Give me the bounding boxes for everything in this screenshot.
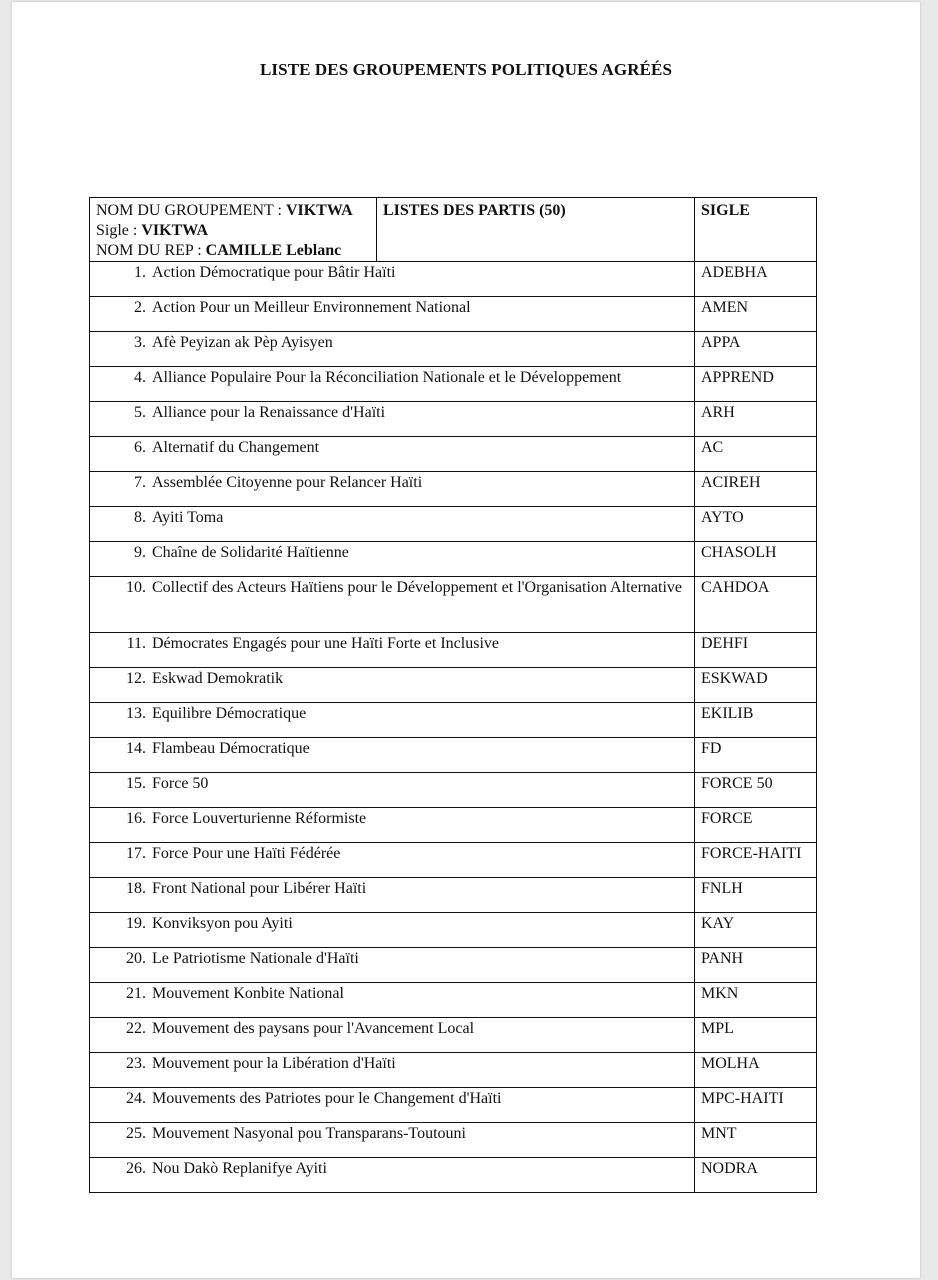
party-entry xyxy=(100,263,688,283)
party-number: 19. xyxy=(126,915,146,932)
party-entry xyxy=(100,368,688,388)
party-name: Force Pour une Haïti Fédérée xyxy=(152,845,341,862)
party-number: 13. xyxy=(126,705,146,722)
party-number: 18. xyxy=(126,880,146,897)
table-row xyxy=(90,437,817,472)
party-name: Chaîne de Solidarité Haïtienne xyxy=(152,544,349,561)
table-row xyxy=(90,983,817,1018)
party-name: Le Patriotisme Nationale d'Haïti xyxy=(152,950,359,967)
party-name-cell xyxy=(90,773,695,808)
table-row xyxy=(90,262,817,297)
sigle-line xyxy=(96,221,370,241)
party-number: 21. xyxy=(126,985,146,1002)
party-entry xyxy=(100,634,688,654)
table-row xyxy=(90,738,817,773)
party-entry xyxy=(100,669,688,689)
party-name: Mouvements des Patriotes pour le Changement d'Haïti xyxy=(152,1090,502,1107)
party-sigle: PANH xyxy=(695,948,817,983)
table-row xyxy=(90,367,817,402)
party-name: Alliance pour la Renaissance d'Haïti xyxy=(152,404,386,421)
party-name: Mouvement des paysans pour l'Avancement Local xyxy=(152,1020,475,1037)
party-name-cell xyxy=(90,367,695,402)
party-entry xyxy=(100,879,688,899)
party-number: 8. xyxy=(134,509,146,526)
party-number: 4. xyxy=(134,369,146,386)
table-row xyxy=(90,297,817,332)
party-sigle: AMEN xyxy=(695,297,817,332)
table-row xyxy=(90,507,817,542)
party-name: Mouvement Nasyonal pou Transparans-Toutouni xyxy=(152,1125,466,1142)
party-sigle: FNLH xyxy=(695,878,817,913)
party-name-cell xyxy=(90,1053,695,1088)
document-page xyxy=(12,2,920,1278)
party-name-cell xyxy=(90,633,695,668)
party-number: 3. xyxy=(134,334,146,351)
party-number: 20. xyxy=(126,950,146,967)
party-name: Nou Dakò Replanifye Ayiti xyxy=(152,1160,327,1177)
party-sigle: MNT xyxy=(695,1123,817,1158)
party-name-cell xyxy=(90,507,695,542)
party-entry xyxy=(100,914,688,934)
party-number: 7. xyxy=(134,474,146,491)
party-name: Equilibre Démocratique xyxy=(152,705,307,722)
party-name-cell xyxy=(90,703,695,738)
party-name-cell xyxy=(90,1158,695,1193)
party-name: Action Pour un Meilleur Environnement National xyxy=(152,299,471,316)
rep-label: NOM DU REP : xyxy=(96,242,206,259)
table-row xyxy=(90,633,817,668)
party-entry xyxy=(100,403,688,423)
party-sigle: CAHDOA xyxy=(695,577,817,633)
party-entry xyxy=(100,298,688,318)
party-sigle: NODRA xyxy=(695,1158,817,1193)
parties-column-header: LISTES DES PARTIS (50) xyxy=(377,198,695,262)
party-entry xyxy=(100,704,688,724)
party-number: 1. xyxy=(134,264,146,281)
party-entry xyxy=(100,543,688,563)
party-name-cell xyxy=(90,878,695,913)
party-name-cell xyxy=(90,402,695,437)
party-name: Alliance Populaire Pour la Réconciliation Nationale et le Développement xyxy=(152,369,622,386)
party-number: 26. xyxy=(126,1160,146,1177)
party-sigle: FORCE 50 xyxy=(695,773,817,808)
party-sigle: CHASOLH xyxy=(695,542,817,577)
party-name-cell xyxy=(90,668,695,703)
party-name-cell xyxy=(90,332,695,367)
party-name: Afè Peyizan ak Pèp Ayisyen xyxy=(152,334,333,351)
party-number: 25. xyxy=(126,1125,146,1142)
party-entry xyxy=(100,1124,688,1144)
party-name-cell xyxy=(90,948,695,983)
party-number: 11. xyxy=(126,635,146,652)
party-name-cell xyxy=(90,843,695,878)
sigle-column-header: SIGLE xyxy=(695,198,817,262)
table-row xyxy=(90,843,817,878)
party-sigle: APPREND xyxy=(695,367,817,402)
party-name: Eskwad Demokratik xyxy=(152,670,284,687)
party-sigle: MPL xyxy=(695,1018,817,1053)
groupement-line xyxy=(96,201,370,221)
party-sigle: ADEBHA xyxy=(695,262,817,297)
table-row xyxy=(90,948,817,983)
table-row xyxy=(90,668,817,703)
party-entry xyxy=(100,949,688,969)
table-row xyxy=(90,913,817,948)
party-sigle: MKN xyxy=(695,983,817,1018)
party-name: Mouvement Konbite National xyxy=(152,985,344,1002)
party-number: 5. xyxy=(134,404,146,421)
party-name: Mouvement pour la Libération d'Haïti xyxy=(152,1055,396,1072)
party-name: Ayiti Toma xyxy=(152,509,224,526)
table-row xyxy=(90,773,817,808)
party-entry xyxy=(100,333,688,353)
party-sigle: MOLHA xyxy=(695,1053,817,1088)
groupement-value: VIKTWA xyxy=(285,202,353,219)
party-name-cell xyxy=(90,1018,695,1053)
party-name-cell xyxy=(90,577,695,633)
party-entry xyxy=(100,774,688,794)
party-name: Collectif des Acteurs Haïtiens pour le Développement et l'Organisation Alternative xyxy=(152,579,682,596)
sigle-value: VIKTWA xyxy=(141,222,209,239)
party-name: Force Louverturienne Réformiste xyxy=(152,810,367,827)
party-entry xyxy=(100,578,688,598)
party-sigle: KAY xyxy=(695,913,817,948)
party-sigle: FORCE-HAITI xyxy=(695,843,817,878)
party-name-cell xyxy=(90,1088,695,1123)
table-row xyxy=(90,332,817,367)
party-name-cell xyxy=(90,983,695,1018)
party-name-cell xyxy=(90,808,695,843)
party-sigle: ACIREH xyxy=(695,472,817,507)
parties-table xyxy=(89,197,817,1193)
party-name: Assemblée Citoyenne pour Relancer Haïti xyxy=(152,474,423,491)
party-entry xyxy=(100,508,688,528)
party-sigle: FD xyxy=(695,738,817,773)
party-number: 2. xyxy=(134,299,146,316)
party-name: Front National pour Libérer Haïti xyxy=(152,880,367,897)
party-name: Alternatif du Changement xyxy=(152,439,320,456)
table-row xyxy=(90,808,817,843)
party-name-cell xyxy=(90,738,695,773)
table-row xyxy=(90,703,817,738)
party-entry xyxy=(100,1159,688,1179)
party-name: Action Démocratique pour Bâtir Haïti xyxy=(152,264,396,281)
party-number: 24. xyxy=(126,1090,146,1107)
groupement-info-cell xyxy=(90,198,377,262)
table-row xyxy=(90,1088,817,1123)
table-header-row xyxy=(90,198,817,262)
sigle-label: Sigle : xyxy=(96,222,142,239)
party-number: 22. xyxy=(126,1020,146,1037)
party-number: 23. xyxy=(126,1055,146,1072)
rep-value: CAMILLE Leblanc xyxy=(205,242,342,259)
party-entry xyxy=(100,844,688,864)
party-sigle: ESKWAD xyxy=(695,668,817,703)
party-name-cell xyxy=(90,437,695,472)
party-entry xyxy=(100,438,688,458)
party-name: Flambeau Démocratique xyxy=(152,740,310,757)
party-entry xyxy=(100,1089,688,1109)
party-entry xyxy=(100,1054,688,1074)
table-row xyxy=(90,1018,817,1053)
party-number: 15. xyxy=(126,775,146,792)
document-title: LISTE DES GROUPEMENTS POLITIQUES AGRÉÉS xyxy=(259,60,673,79)
party-name-cell xyxy=(90,542,695,577)
parties-table-body xyxy=(90,198,817,1193)
party-sigle: AC xyxy=(695,437,817,472)
party-sigle: ARH xyxy=(695,402,817,437)
party-entry xyxy=(100,473,688,493)
party-number: 9. xyxy=(134,544,146,561)
party-sigle: AYTO xyxy=(695,507,817,542)
table-row xyxy=(90,577,817,633)
party-sigle: APPA xyxy=(695,332,817,367)
table-row xyxy=(90,1053,817,1088)
party-name-cell xyxy=(90,1123,695,1158)
table-row xyxy=(90,402,817,437)
party-number: 14. xyxy=(126,740,146,757)
table-row xyxy=(90,878,817,913)
party-name-cell xyxy=(90,262,695,297)
party-entry xyxy=(100,739,688,759)
party-name: Démocrates Engagés pour une Haïti Forte et Inclusive xyxy=(152,635,499,652)
party-name-cell xyxy=(90,297,695,332)
party-name: Konviksyon pou Ayiti xyxy=(152,915,293,932)
party-entry xyxy=(100,1019,688,1039)
party-number: 12. xyxy=(126,670,146,687)
party-number: 10. xyxy=(126,579,146,596)
party-sigle: MPC-HAITI xyxy=(695,1088,817,1123)
party-name-cell xyxy=(90,913,695,948)
rep-line xyxy=(96,241,370,261)
party-name: Force 50 xyxy=(152,775,209,792)
groupement-label: NOM DU GROUPEMENT : xyxy=(96,202,286,219)
party-sigle: DEHFI xyxy=(695,633,817,668)
party-number: 17. xyxy=(126,845,146,862)
table-row xyxy=(90,542,817,577)
party-sigle: EKILIB xyxy=(695,703,817,738)
table-row xyxy=(90,1158,817,1193)
table-row xyxy=(90,472,817,507)
party-entry xyxy=(100,809,688,829)
party-number: 16. xyxy=(126,810,146,827)
party-name-cell xyxy=(90,472,695,507)
party-number: 6. xyxy=(134,439,146,456)
table-row xyxy=(90,1123,817,1158)
party-entry xyxy=(100,984,688,1004)
party-sigle: FORCE xyxy=(695,808,817,843)
